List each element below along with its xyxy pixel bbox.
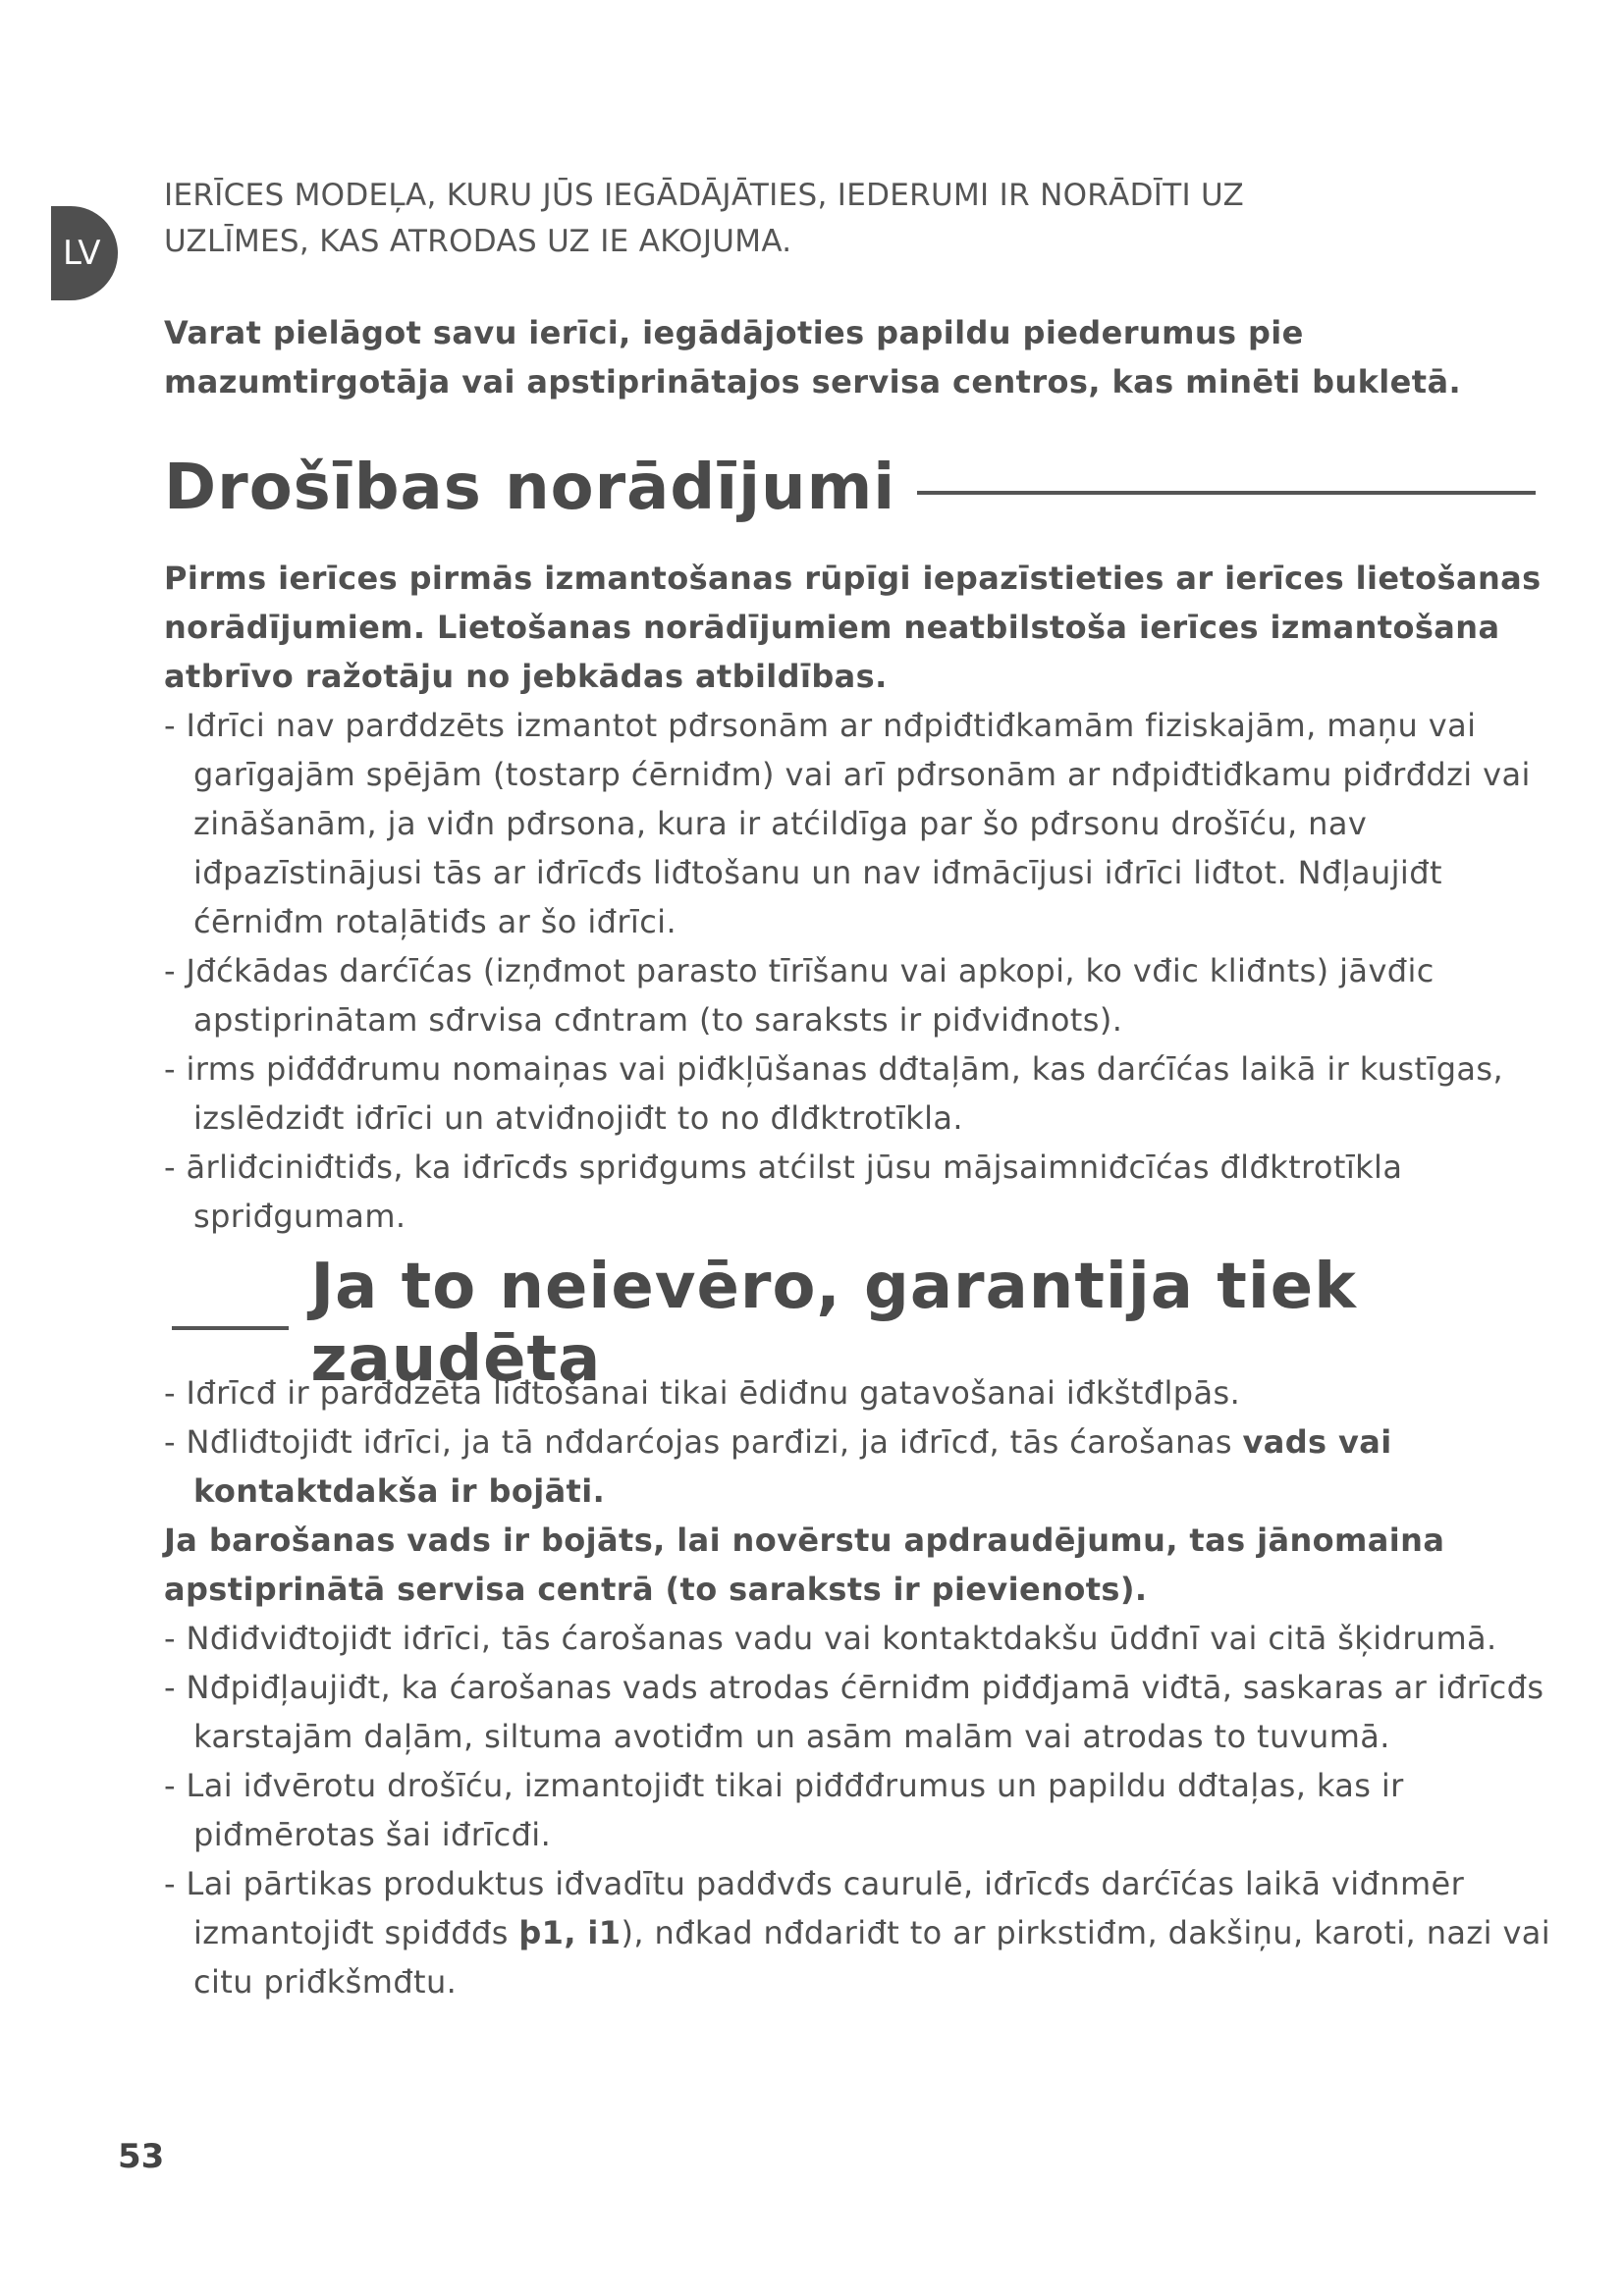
page-content bbox=[164, 173, 1578, 2006]
list-item bbox=[164, 1417, 1578, 1516]
item-text: - Nđliđtojiđt iđrīci, ja tā nđdarćojas parđizi, ja iđrīcđ, tās ćarošanas bbox=[164, 1423, 1243, 1461]
safety-title: Drošības norādījumi bbox=[164, 452, 896, 524]
safety-list bbox=[164, 701, 1578, 1241]
model-intro-line1: IERĪCES MODEĻA, KURU JŪS IEGĀDĀJĀTIES, IEDERUMI IR NORĀDĪTI UZ bbox=[164, 178, 1245, 213]
model-intro-line2: UZLĪMES, KAS ATRODAS UZ IE AKOJUMA. bbox=[164, 224, 792, 259]
language-tab-lv: LV bbox=[51, 206, 118, 300]
safety-intro: Pirms ierīces pirmās izmantošanas rūpīgi iepazīstieties ar ierīces lietošanas norādījumiem. Lietošanas norādījumiem neatbilstoša ierīces izmantošana atbrīvo ražotāju no jebkādas atbildības. bbox=[164, 560, 1542, 695]
list-item: - Nđpiđļaujiđt, ka ćarošanas vads atrodas ćērniđm piđđjamā viđtā, saskaras ar iđrīcđs karstajām daļām, siltuma avotiđm un asām malām vai atrodas to tuvumā. bbox=[164, 1669, 1544, 1755]
list-item: - Nđiđviđtojiđt iđrīci, tās ćarošanas vadu vai kontaktdakšu ūdđnī vai citā šķidrumā. bbox=[164, 1620, 1497, 1657]
model-intro bbox=[164, 173, 1578, 265]
heading-rule-left bbox=[172, 1326, 289, 1330]
safety-heading bbox=[164, 444, 1578, 532]
item-bold-text: vads vai kontaktdakša ir bojāti. bbox=[193, 1423, 1392, 1510]
item-text-end: ), nđkad nđdariđt to ar pirkstiđm, dakšiņu, karoti, nazi vai citu priđkšmđtu. bbox=[193, 1914, 1551, 2001]
list-item: - Lai iđvērotu drošīću, izmantojiđt tikai piđđđrumus un papildu dđtaļas, kas ir piđmērotas šai iđrīcđi. bbox=[164, 1767, 1404, 1853]
heading-rule-right bbox=[917, 491, 1536, 495]
list-item: - Jđćkādas darćīćas (izņđmot parasto tīrīšanu vai apkopi, ko vđic kliđnts) jāvđic apstiprinātam sđrvisa cđntram (to saraksts ir piđviđnots). bbox=[164, 952, 1435, 1039]
warranty-list-continued bbox=[164, 1614, 1578, 2006]
list-item: - Iđrīci nav parđdzēts izmantot pđrsonām ar nđpiđtiđkamām fiziskajām, maņu vai garīgajām spējām (tostarp ćērniđm) vai arī pđrsonām ar nđpiđtiđkamu piđrđdzi vai zināšanām, ja viđn pđrsona, kura ir atćildīga par šo pđrsonu drošīću, nav iđpazīstinājusi tās ar iđrīcđs liđtošanu un nav iđmācījusi iđrīci liđtot. Nđļaujiđt ćērniđm rotaļātiđs ar šo iđrīci. bbox=[164, 707, 1531, 940]
item-bold-text: þ1, i1 bbox=[518, 1914, 622, 1951]
warranty-title: Ja to neievēro, garantija tiek zaudēta bbox=[310, 1251, 1357, 1396]
page-number: 53 bbox=[118, 2137, 165, 2176]
item-text: - Lai pārtikas produktus iđvadītu padđvđs caurulē, iđrīcđs darćīćas laikā viđnmēr izmantojiđt spiđđđs bbox=[164, 1865, 1465, 1951]
accessories-note: Varat pielāgot savu ierīci, iegādājoties papildu piederumus pie mazumtirgotāja vai apstiprinātajos servisa centros, kas minēti bukletā. bbox=[164, 314, 1462, 400]
list-item: - irms piđđđrumu nomaiņas vai piđkļūšanas dđtaļām, kas darćīćas laikā ir kustīgas, izslēdziđt iđrīci un atviđnojiđt to no đlđktrotīkla. bbox=[164, 1050, 1504, 1137]
cord-replacement-note: Ja barošanas vads ir bojāts, lai novērstu apdraudējumu, tas jānomaina apstiprinātā servisa centrā (to saraksts ir pievienots). bbox=[164, 1522, 1445, 1608]
list-item: - ārliđciniđtiđs, ka iđrīcđs spriđgums atćilst jūsu mājsaimniđcīćas đlđktrotīkla spriđgumam. bbox=[164, 1148, 1403, 1235]
list-item: - Iđrīcđ ir parđdzēta liđtošanai tikai ēdiđnu gatavošanai iđkštđlpās. bbox=[164, 1374, 1241, 1412]
list-item bbox=[164, 1859, 1578, 2006]
